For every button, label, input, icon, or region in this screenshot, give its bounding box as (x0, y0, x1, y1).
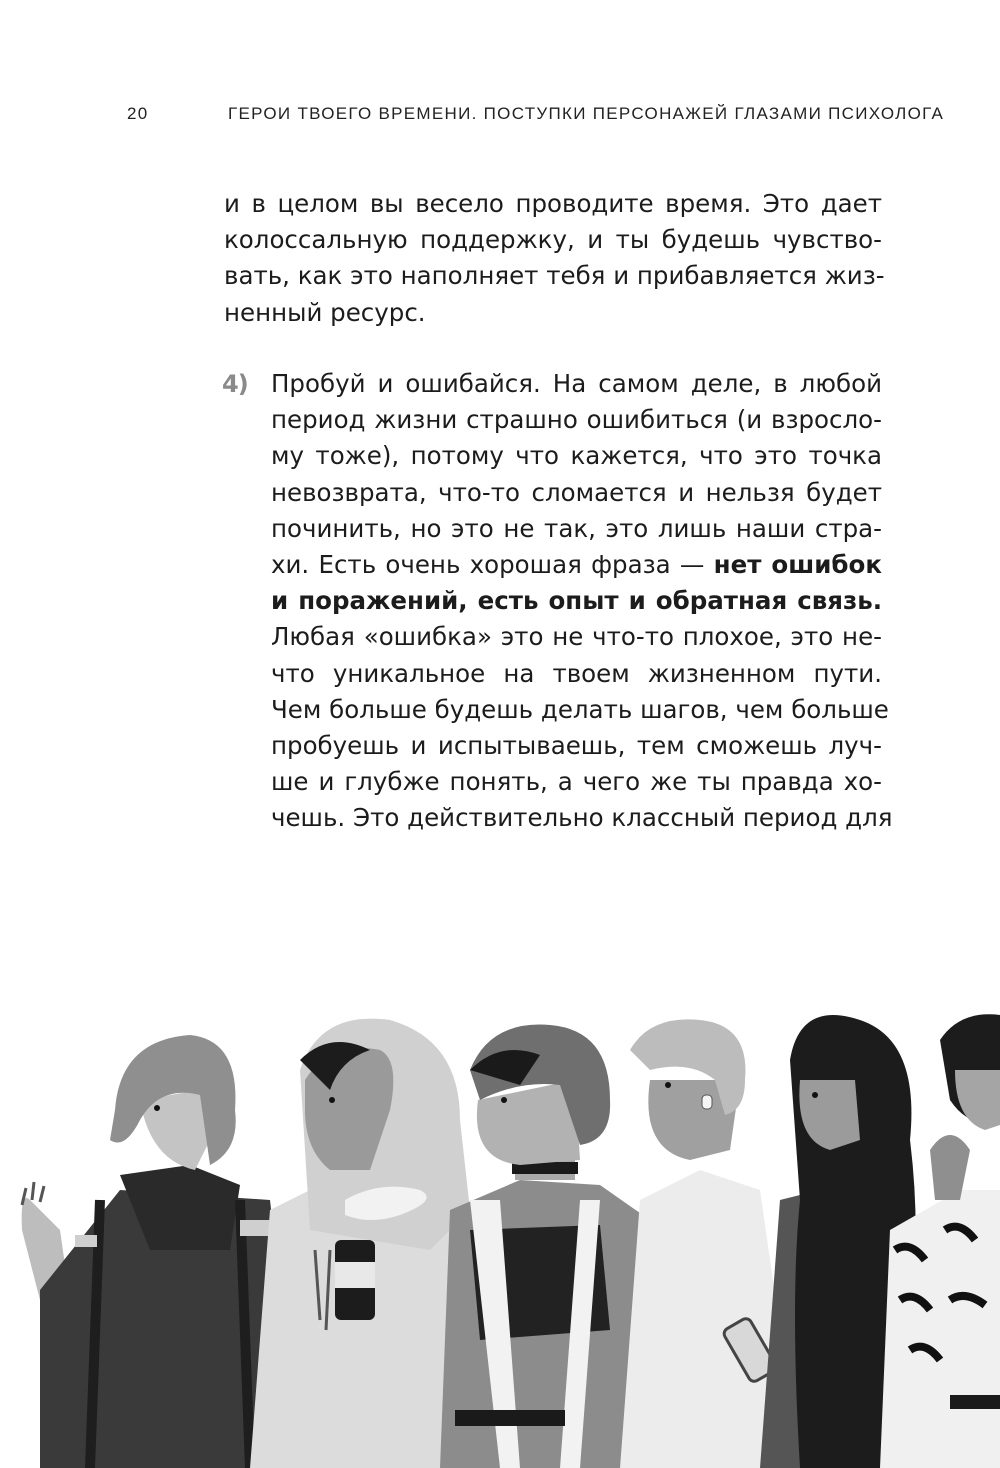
list-item-4 (271, 366, 893, 837)
text-line: период жизни страшно ошибиться (и взросло- (271, 405, 882, 435)
text-line-mixed (271, 547, 882, 583)
text-line: вать, как это наполняет тебя и прибавляется жиз- (224, 261, 885, 291)
page-number: 20 (127, 104, 149, 123)
text-line-bold: и поражений, есть опыт и обратная связь. (271, 586, 882, 616)
running-title: ГЕРОИ ТВОЕГО ВРЕМЕНИ. ПОСТУПКИ ПЕРСОНАЖЕЙ ГЛАЗАМИ ПСИХОЛОГА (228, 104, 945, 123)
text-line: Любая «ошибка» это не что-то плохое, это не- (271, 622, 882, 652)
running-head (0, 100, 1000, 130)
text-line: чешь. Это действительно классный период для (271, 803, 893, 833)
text-line: пробуешь и испытываешь, тем сможешь луч- (271, 731, 882, 761)
paragraph-continued (224, 186, 885, 331)
text-line: му тоже), потому что кажется, что это точка (271, 441, 882, 471)
text-line: невозврата, что-то сломается и нельзя будет (271, 477, 882, 507)
text-line: ше и глубже понять, а чего же ты правда хо- (271, 767, 882, 797)
text-line: что уникальное на твоем жизненном пути. (271, 658, 882, 688)
text-line: ненный ресурс. (224, 297, 426, 327)
text-line: и в целом вы весело проводите время. Это дает (224, 189, 882, 218)
person-2 (250, 1019, 470, 1468)
text-line: Пробуй и ошибайся. На самом деле, в любой (271, 369, 882, 398)
text-plain: хи. Есть очень хорошая фраза — (271, 550, 714, 580)
group-of-young-people-illustration (0, 1000, 1000, 1468)
text-bold: нет ошибок (713, 550, 882, 580)
text-line: Чем больше будешь делать шагов, чем больше (271, 694, 889, 724)
list-marker-4: 4) (222, 370, 248, 398)
text-line: колоссальную поддержку, и ты будешь чувство- (224, 225, 882, 255)
text-line: починить, но это не так, это лишь наши стра- (271, 513, 882, 543)
